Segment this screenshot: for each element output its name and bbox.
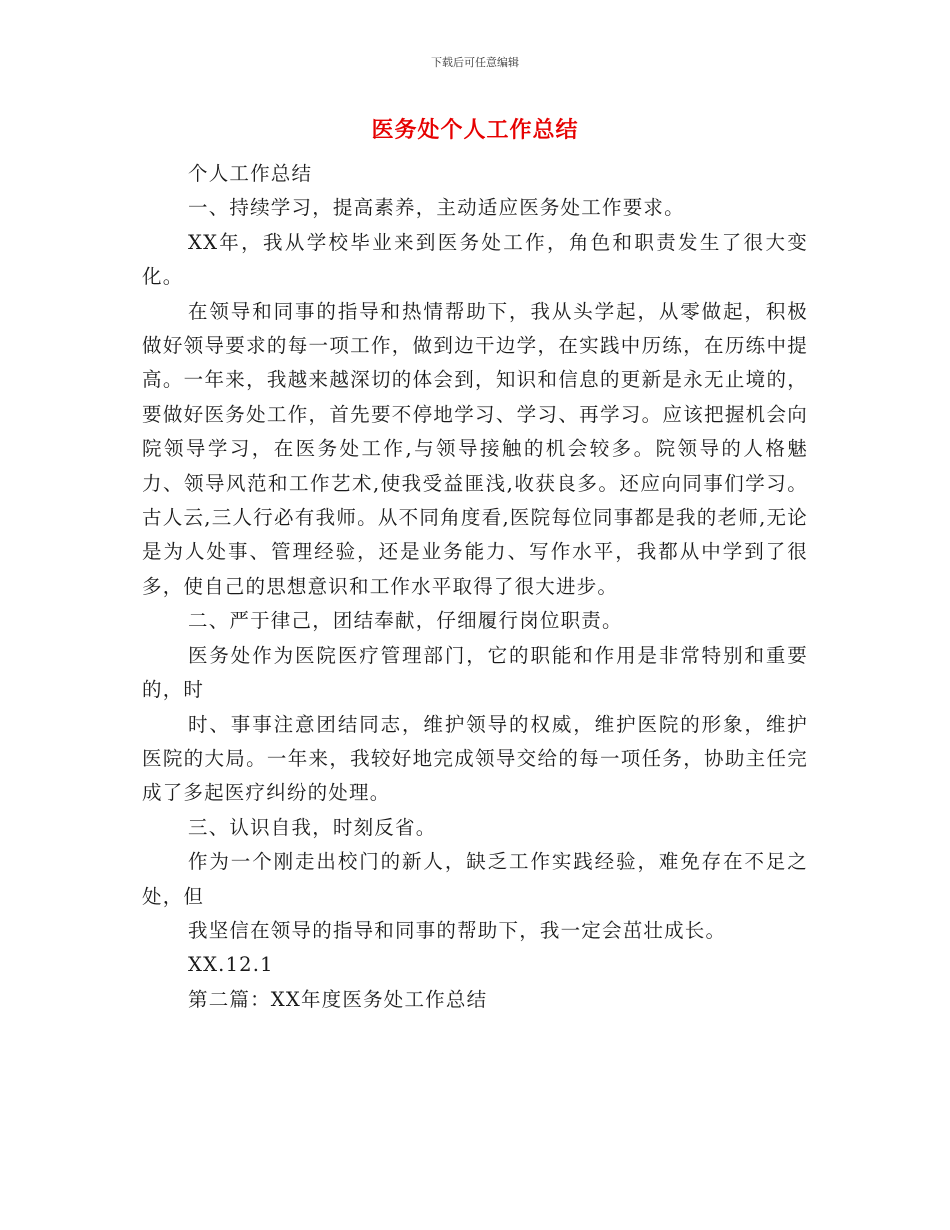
paragraph: 作为一个刚走出校门的新人，缺乏工作实践经验，难免存在不足之处，但 <box>142 850 808 908</box>
paragraph: 二、严于律己，团结奉献，仔细履行岗位职责。 <box>188 609 623 633</box>
section-heading: 第二篇：XX年度医务处工作总结 <box>188 987 488 1011</box>
paragraph: 我坚信在领导的指导和同事的帮助下，我一定会茁壮成长。 <box>188 918 727 942</box>
paragraph: 三、认识自我，时刻反省。 <box>188 815 437 839</box>
paragraph: XX年，我从学校毕业来到医务处工作，角色和职责发生了很大变化。 <box>142 230 808 289</box>
document-title: 医务处个人工作总结 <box>371 118 579 143</box>
paragraph: 医务处作为医院医疗管理部门，它的职能和作用是非常特别和重要的，时 <box>142 643 808 702</box>
paragraph: 个人工作总结 <box>188 162 313 185</box>
paragraph: 时、事事注意团结同志，维护领导的权威，维护医院的形象，维护医院的大局。一年来，我较好地完成领导交给的每一项任务，协助主任完成了多起医疗纠纷的处理。 <box>142 712 808 805</box>
download-note: 下载后可任意编辑 <box>431 56 519 69</box>
paragraph: 在领导和同事的指导和热情帮助下，我从头学起，从零做起，积极做好领导要求的每一项工作，做到边干边学，在实践中历练，在历练中提高。一年来，我越来越深切的体会到，知识和信息的更新是永无止境的，要做好医务处工作，首先要不停地学习、学习、再学习。应该把握机会向院领导学习，在医务处工作,与领导接触的机会较多。院领导的人格魅力、领导风范和工作艺术,使我受益匪浅,收获良多。还应向同事们学习。古人云,三人行必有我师。从不同角度看,医院每位同事都是我的老师,无论是为人处事、管理经验，还是业务能力、写作水平，我都从中学到了很多，使自己的思想意识和工作水平取得了很大进步。 <box>142 299 808 598</box>
date-line: XX.12.1 <box>188 953 274 977</box>
paragraph: 一、持续学习，提高素养，主动适应医务处工作要求。 <box>188 196 685 220</box>
document-body <box>142 157 808 1017</box>
